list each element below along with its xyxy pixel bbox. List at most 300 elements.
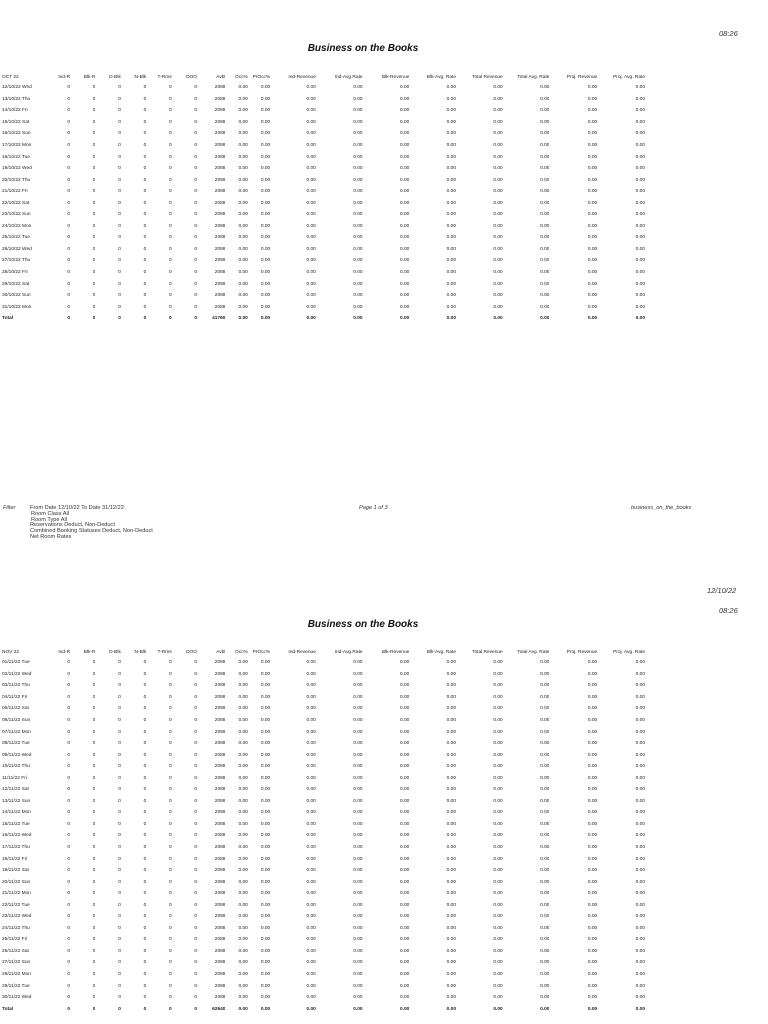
cell-proj-avg-rate: 0.00 — [635, 108, 645, 114]
cell-proj-revenue: 0.00 — [587, 143, 598, 148]
cell-blk-r: 0 — [92, 891, 96, 897]
cell-total-revenue: 0.00 — [493, 281, 503, 287]
row-date: 04/11/22 Fri — [2, 694, 28, 700]
row-date: 08/11/22 Tue — [2, 741, 30, 747]
cell-proj-revenue: 0.00 — [587, 694, 598, 700]
cell-blk-avg-rate: 0.00 — [446, 833, 457, 839]
cell-proj-revenue: 0.00 — [587, 798, 598, 804]
cell-proj-avg-rate: 0.00 — [635, 879, 645, 885]
cell-ind-avg-rate: 0.00 — [353, 660, 363, 666]
cell-occ-pct: 0.00 — [238, 694, 248, 700]
cell-ind-revenue: 0.00 — [306, 694, 316, 700]
cell-n-blk: 0 — [143, 937, 147, 943]
cell-ooo: 0 — [194, 154, 198, 160]
cell-occ-pct: 0.00 — [238, 270, 248, 276]
cell-ind-r: 0 — [67, 810, 71, 816]
cell-proj-avg-rate: 0.00 — [635, 131, 645, 137]
row-date: 22/11/22 Tue — [2, 902, 30, 908]
total-blk-avg-rate: 0.00 — [446, 316, 457, 322]
cell-n-blk: 0 — [143, 281, 147, 287]
table-row — [0, 290, 645, 302]
cell-blk-r: 0 — [92, 212, 96, 218]
cell-proj-revenue: 0.00 — [587, 741, 598, 747]
cell-t-rms: 0 — [168, 995, 172, 1001]
cell-total-avg-rate: 0.00 — [540, 235, 550, 241]
cell-avbl: 2088 — [214, 937, 226, 943]
cell-avbl: 2088 — [214, 718, 226, 723]
cell-total-avg-rate: 0.00 — [540, 902, 550, 908]
row-date: 02/11/22 Wed — [2, 671, 32, 677]
report-name: business_on_the_books — [631, 505, 692, 511]
cell-ind-r: 0 — [67, 694, 71, 700]
column-header-occ-pct: Occ% — [235, 650, 248, 655]
cell-t-rms: 0 — [168, 270, 172, 276]
cell-n-blk: 0 — [143, 85, 147, 91]
cell-ind-revenue: 0.00 — [306, 683, 316, 689]
cell-ind-revenue: 0.00 — [306, 752, 316, 758]
cell-ind-r: 0 — [67, 189, 71, 195]
cell-occ-pct: 0.00 — [238, 914, 248, 920]
cell-d-blk: 0 — [118, 660, 121, 666]
cell-ind-avg-rate: 0.00 — [353, 868, 363, 874]
row-date: 15/10/22 Sat — [2, 119, 30, 125]
total-t-rms: 0 — [168, 316, 172, 322]
cell-d-blk: 0 — [118, 902, 121, 908]
cell-ooo: 0 — [194, 166, 198, 172]
total-proj-avg-rate: 0.00 — [635, 316, 645, 322]
cell-blk-r: 0 — [92, 856, 96, 862]
cell-n-blk: 0 — [143, 258, 147, 264]
cell-total-revenue: 0.00 — [493, 293, 503, 299]
table-header-row — [0, 73, 645, 82]
cell-total-avg-rate: 0.00 — [540, 775, 550, 781]
filter-lines — [30, 506, 153, 541]
cell-t-rms: 0 — [168, 166, 172, 172]
cell-total-avg-rate: 0.00 — [540, 925, 550, 931]
cell-ind-revenue: 0.00 — [306, 304, 316, 310]
total-ind-r: 0 — [67, 316, 71, 322]
cell-total-avg-rate: 0.00 — [540, 718, 550, 723]
cell-ooo: 0 — [194, 694, 198, 700]
cell-d-blk: 0 — [118, 246, 121, 252]
cell-ooo: 0 — [194, 304, 198, 310]
row-date: 17/10/22 Mon — [2, 143, 32, 148]
cell-prooc-pct: 0.00 — [260, 660, 271, 666]
cell-blk-avg-rate: 0.00 — [446, 212, 457, 218]
cell-ind-revenue: 0.00 — [306, 810, 316, 816]
cell-proj-avg-rate: 0.00 — [635, 212, 645, 218]
cell-ind-r: 0 — [67, 85, 71, 91]
cell-proj-revenue: 0.00 — [587, 166, 598, 172]
cell-total-revenue: 0.00 — [493, 972, 503, 978]
column-header-blk-r: Blk-R — [83, 75, 96, 80]
cell-blk-avg-rate: 0.00 — [446, 694, 457, 700]
cell-proj-avg-rate: 0.00 — [635, 729, 645, 735]
cell-ind-avg-rate: 0.00 — [353, 902, 363, 908]
total-total-avg-rate: 0.00 — [540, 1006, 550, 1012]
cell-ind-r: 0 — [67, 131, 71, 137]
cell-blk-r: 0 — [92, 914, 96, 920]
cell-ind-avg-rate: 0.00 — [353, 694, 363, 700]
cell-ind-r: 0 — [67, 764, 71, 770]
cell-ind-avg-rate: 0.00 — [353, 914, 363, 920]
row-date: 25/10/22 Tue — [2, 235, 31, 241]
cell-ind-avg-rate: 0.00 — [353, 85, 363, 91]
cell-ind-r: 0 — [67, 143, 71, 148]
cell-d-blk: 0 — [118, 304, 121, 310]
column-header-blk-revenue: Blk-Revenue — [381, 650, 410, 655]
cell-t-rms: 0 — [168, 775, 172, 781]
cell-ooo: 0 — [194, 948, 198, 954]
cell-total-revenue: 0.00 — [493, 671, 503, 677]
cell-d-blk: 0 — [118, 671, 121, 677]
cell-n-blk: 0 — [143, 189, 147, 195]
cell-blk-r: 0 — [92, 304, 96, 310]
cell-total-revenue: 0.00 — [493, 810, 503, 816]
cell-proj-revenue: 0.00 — [587, 879, 598, 885]
month-label: OCT 22 — [2, 75, 19, 80]
cell-proj-revenue: 0.00 — [587, 948, 598, 954]
cell-total-revenue: 0.00 — [493, 96, 503, 102]
cell-proj-avg-rate: 0.00 — [635, 798, 645, 804]
cell-proj-avg-rate: 0.00 — [635, 821, 645, 827]
cell-total-avg-rate: 0.00 — [540, 119, 550, 125]
cell-blk-r: 0 — [92, 868, 96, 874]
cell-blk-r: 0 — [92, 752, 96, 758]
cell-t-rms: 0 — [168, 131, 172, 137]
cell-blk-revenue: 0.00 — [399, 85, 410, 91]
cell-n-blk: 0 — [143, 108, 147, 114]
cell-blk-avg-rate: 0.00 — [446, 752, 457, 758]
cell-t-rms: 0 — [168, 143, 172, 148]
cell-blk-r: 0 — [92, 694, 96, 700]
cell-avbl: 2088 — [214, 108, 226, 114]
cell-prooc-pct: 0.00 — [260, 914, 271, 920]
cell-n-blk: 0 — [143, 948, 147, 954]
cell-total-revenue: 0.00 — [493, 983, 503, 989]
row-date: 06/11/22 Sun — [2, 718, 31, 723]
table-row — [0, 278, 645, 290]
total-label: Total — [2, 1006, 14, 1012]
cell-proj-avg-rate: 0.00 — [635, 775, 645, 781]
cell-total-revenue: 0.00 — [493, 960, 503, 966]
cell-total-avg-rate: 0.00 — [540, 764, 550, 770]
cell-ooo: 0 — [194, 741, 198, 747]
cell-proj-revenue: 0.00 — [587, 154, 598, 160]
cell-n-blk: 0 — [143, 223, 147, 229]
cell-total-avg-rate: 0.00 — [540, 189, 550, 195]
table-row — [0, 957, 645, 969]
cell-ind-avg-rate: 0.00 — [353, 741, 363, 747]
row-date: 21/10/22 Fri — [2, 189, 28, 195]
cell-ooo: 0 — [194, 995, 198, 1001]
cell-proj-avg-rate: 0.00 — [635, 764, 645, 770]
row-date: 07/11/22 Mon — [2, 729, 31, 735]
cell-t-rms: 0 — [168, 787, 172, 793]
column-header-prooc-pct: PrOcc% — [252, 75, 271, 80]
table-row — [0, 796, 645, 808]
cell-avbl: 2088 — [214, 119, 226, 125]
cell-blk-revenue: 0.00 — [399, 752, 410, 758]
cell-blk-revenue: 0.00 — [399, 293, 410, 299]
cell-occ-pct: 0.00 — [238, 258, 248, 264]
column-header-ind-avg-rate: Ind-Avg.Rate — [334, 650, 363, 655]
cell-ind-revenue: 0.00 — [306, 787, 316, 793]
cell-ind-revenue: 0.00 — [306, 925, 316, 931]
cell-ind-revenue: 0.00 — [306, 166, 316, 172]
cell-ooo: 0 — [194, 293, 198, 299]
cell-d-blk: 0 — [118, 212, 121, 218]
cell-prooc-pct: 0.00 — [260, 683, 271, 689]
cell-total-revenue: 0.00 — [493, 937, 503, 943]
cell-blk-r: 0 — [92, 270, 96, 276]
cell-t-rms: 0 — [168, 729, 172, 735]
total-d-blk: 0 — [118, 316, 121, 322]
cell-ind-avg-rate: 0.00 — [353, 891, 363, 897]
cell-d-blk: 0 — [118, 270, 121, 276]
cell-avbl: 2088 — [214, 914, 226, 920]
cell-prooc-pct: 0.00 — [260, 235, 271, 241]
cell-total-avg-rate: 0.00 — [540, 983, 550, 989]
cell-blk-avg-rate: 0.00 — [446, 821, 457, 827]
row-date: 23/10/22 Sun — [2, 212, 31, 218]
cell-total-avg-rate: 0.00 — [540, 891, 550, 897]
cell-n-blk: 0 — [143, 810, 147, 816]
cell-occ-pct: 0.00 — [238, 683, 248, 689]
cell-blk-avg-rate: 0.00 — [446, 845, 457, 851]
cell-ind-avg-rate: 0.00 — [353, 960, 363, 966]
table-row — [0, 934, 645, 946]
total-ind-r: 0 — [67, 1006, 71, 1012]
cell-blk-r: 0 — [92, 223, 96, 229]
row-date: 15/11/22 Tue — [2, 821, 30, 827]
cell-avbl: 2088 — [214, 787, 226, 793]
cell-ind-avg-rate: 0.00 — [353, 810, 363, 816]
cell-proj-revenue: 0.00 — [587, 119, 598, 125]
cell-avbl: 2088 — [214, 775, 226, 781]
cell-n-blk: 0 — [143, 200, 147, 206]
filter-line: Room Type All — [31, 516, 67, 523]
column-header-total-avg-rate: Total Avg. Rate — [517, 650, 550, 655]
cell-blk-r: 0 — [92, 787, 96, 793]
cell-n-blk: 0 — [143, 96, 147, 102]
cell-ooo: 0 — [194, 775, 198, 781]
cell-n-blk: 0 — [143, 821, 147, 827]
cell-proj-revenue: 0.00 — [587, 671, 598, 677]
cell-prooc-pct: 0.00 — [260, 212, 271, 218]
cell-blk-revenue: 0.00 — [399, 925, 410, 931]
cell-ind-r: 0 — [67, 706, 71, 712]
cell-prooc-pct: 0.00 — [260, 764, 271, 770]
cell-t-rms: 0 — [168, 879, 172, 885]
cell-n-blk: 0 — [143, 833, 147, 839]
cell-ind-r: 0 — [67, 293, 71, 299]
cell-t-rms: 0 — [168, 660, 172, 666]
cell-blk-avg-rate: 0.00 — [446, 154, 457, 160]
cell-blk-avg-rate: 0.00 — [446, 914, 457, 920]
cell-blk-avg-rate: 0.00 — [446, 143, 457, 148]
cell-total-revenue: 0.00 — [493, 902, 503, 908]
cell-blk-r: 0 — [92, 764, 96, 770]
cell-blk-avg-rate: 0.00 — [446, 775, 457, 781]
cell-ind-revenue: 0.00 — [306, 891, 316, 897]
cell-blk-r: 0 — [92, 833, 96, 839]
cell-ind-avg-rate: 0.00 — [353, 189, 363, 195]
row-date: 16/10/22 Sun — [2, 131, 31, 137]
cell-proj-revenue: 0.00 — [587, 833, 598, 839]
cell-blk-r: 0 — [92, 293, 96, 299]
cell-blk-avg-rate: 0.00 — [446, 891, 457, 897]
cell-total-avg-rate: 0.00 — [540, 683, 550, 689]
cell-proj-avg-rate: 0.00 — [635, 694, 645, 700]
cell-t-rms: 0 — [168, 281, 172, 287]
cell-d-blk: 0 — [118, 131, 121, 137]
cell-ind-r: 0 — [67, 235, 71, 241]
cell-proj-avg-rate: 0.00 — [635, 96, 645, 102]
cell-prooc-pct: 0.00 — [260, 983, 271, 989]
cell-ind-avg-rate: 0.00 — [353, 995, 363, 1001]
row-date: 28/11/22 Mon — [2, 972, 31, 978]
cell-d-blk: 0 — [118, 706, 121, 712]
cell-prooc-pct: 0.00 — [260, 868, 271, 874]
print-date: 12/10/22 — [707, 586, 737, 595]
cell-proj-avg-rate: 0.00 — [635, 304, 645, 310]
cell-blk-revenue: 0.00 — [399, 246, 410, 252]
cell-avbl: 2088 — [214, 764, 226, 770]
cell-t-rms: 0 — [168, 821, 172, 827]
cell-ind-avg-rate: 0.00 — [353, 925, 363, 931]
cell-ind-revenue: 0.00 — [306, 189, 316, 195]
cell-blk-r: 0 — [92, 972, 96, 978]
cell-blk-revenue: 0.00 — [399, 177, 410, 183]
column-header-ind-r: Ind-R — [58, 75, 71, 80]
cell-ind-avg-rate: 0.00 — [353, 235, 363, 241]
cell-occ-pct: 0.00 — [238, 764, 248, 770]
cell-ind-avg-rate: 0.00 — [353, 96, 363, 102]
cell-total-revenue: 0.00 — [493, 694, 503, 700]
cell-avbl: 2088 — [214, 833, 226, 839]
cell-total-revenue: 0.00 — [493, 948, 503, 954]
cell-d-blk: 0 — [118, 856, 121, 862]
cell-ind-revenue: 0.00 — [306, 798, 316, 804]
cell-n-blk: 0 — [143, 671, 147, 677]
cell-proj-revenue: 0.00 — [587, 764, 598, 770]
cell-t-rms: 0 — [168, 741, 172, 747]
cell-ind-revenue: 0.00 — [306, 845, 316, 851]
cell-avbl: 2088 — [214, 902, 226, 908]
cell-ooo: 0 — [194, 258, 198, 264]
cell-t-rms: 0 — [168, 706, 172, 712]
filter-line: Reservations Deduct, Non-Deduct — [30, 522, 115, 529]
cell-d-blk: 0 — [118, 718, 121, 723]
cell-prooc-pct: 0.00 — [260, 925, 271, 931]
cell-blk-r: 0 — [92, 960, 96, 966]
table-row — [0, 888, 645, 900]
cell-occ-pct: 0.00 — [238, 937, 248, 943]
cell-ooo: 0 — [194, 235, 198, 241]
cell-blk-revenue: 0.00 — [399, 856, 410, 862]
cell-ind-r: 0 — [67, 752, 71, 758]
cell-ooo: 0 — [194, 189, 198, 195]
cell-ind-r: 0 — [67, 281, 71, 287]
cell-prooc-pct: 0.00 — [260, 258, 271, 264]
cell-blk-r: 0 — [92, 258, 96, 264]
cell-d-blk: 0 — [118, 914, 121, 920]
cell-total-avg-rate: 0.00 — [540, 166, 550, 172]
table-row — [0, 992, 645, 1004]
cell-ind-avg-rate: 0.00 — [353, 143, 363, 148]
cell-total-avg-rate: 0.00 — [540, 96, 550, 102]
cell-blk-avg-rate: 0.00 — [446, 96, 457, 102]
cell-proj-revenue: 0.00 — [587, 937, 598, 943]
total-blk-revenue: 0.00 — [399, 316, 410, 322]
cell-ind-r: 0 — [67, 683, 71, 689]
cell-blk-avg-rate: 0.00 — [446, 223, 457, 229]
cell-ind-r: 0 — [67, 787, 71, 793]
total-ooo: 0 — [194, 1006, 198, 1012]
row-date: 13/10/22 Thu — [2, 96, 31, 102]
cell-ooo: 0 — [194, 246, 198, 252]
cell-proj-avg-rate: 0.00 — [635, 143, 645, 148]
cell-avbl: 2088 — [214, 729, 226, 735]
cell-avbl: 2088 — [214, 212, 226, 218]
row-date: 13/11/22 Sun — [2, 798, 31, 804]
cell-ind-revenue: 0.00 — [306, 856, 316, 862]
cell-blk-r: 0 — [92, 798, 96, 804]
cell-blk-avg-rate: 0.00 — [446, 925, 457, 931]
column-header-n-blk: N-Blk — [134, 650, 147, 655]
cell-blk-r: 0 — [92, 879, 96, 885]
row-date: 22/10/22 Sat — [2, 200, 30, 206]
cell-blk-revenue: 0.00 — [399, 108, 410, 114]
cell-total-avg-rate: 0.00 — [540, 810, 550, 816]
cell-d-blk: 0 — [118, 683, 121, 689]
cell-d-blk: 0 — [118, 764, 121, 770]
cell-t-rms: 0 — [168, 108, 172, 114]
row-date: 31/10/22 Mon — [2, 304, 32, 310]
total-proj-revenue: 0.00 — [587, 1006, 598, 1012]
cell-n-blk: 0 — [143, 925, 147, 931]
cell-occ-pct: 0.00 — [238, 879, 248, 885]
cell-avbl: 2088 — [214, 798, 226, 804]
cell-ind-r: 0 — [67, 937, 71, 943]
filter-line: Combined Booking Statuses Deduct, Non-Deduct — [30, 528, 153, 535]
cell-ind-avg-rate: 0.00 — [353, 281, 363, 287]
cell-ooo: 0 — [194, 119, 198, 125]
row-date: 19/10/22 Wed — [2, 166, 32, 172]
cell-proj-avg-rate: 0.00 — [635, 270, 645, 276]
cell-ooo: 0 — [194, 212, 198, 218]
cell-ind-revenue: 0.00 — [306, 983, 316, 989]
cell-ind-revenue: 0.00 — [306, 833, 316, 839]
cell-prooc-pct: 0.00 — [260, 706, 271, 712]
column-header-blk-revenue: Blk-Revenue — [381, 75, 410, 80]
cell-t-rms: 0 — [168, 845, 172, 851]
cell-blk-revenue: 0.00 — [399, 960, 410, 966]
cell-proj-revenue: 0.00 — [587, 189, 598, 195]
cell-ind-r: 0 — [67, 960, 71, 966]
cell-proj-avg-rate: 0.00 — [635, 718, 645, 723]
cell-occ-pct: 0.00 — [238, 775, 248, 781]
cell-blk-r: 0 — [92, 983, 96, 989]
cell-avbl: 2088 — [214, 258, 226, 264]
cell-occ-pct: 0.00 — [238, 810, 248, 816]
row-date: 21/11/22 Mon — [2, 891, 31, 897]
cell-proj-revenue: 0.00 — [587, 96, 598, 102]
cell-blk-revenue: 0.00 — [399, 718, 410, 723]
cell-occ-pct: 0.00 — [238, 902, 248, 908]
cell-n-blk: 0 — [143, 154, 147, 160]
